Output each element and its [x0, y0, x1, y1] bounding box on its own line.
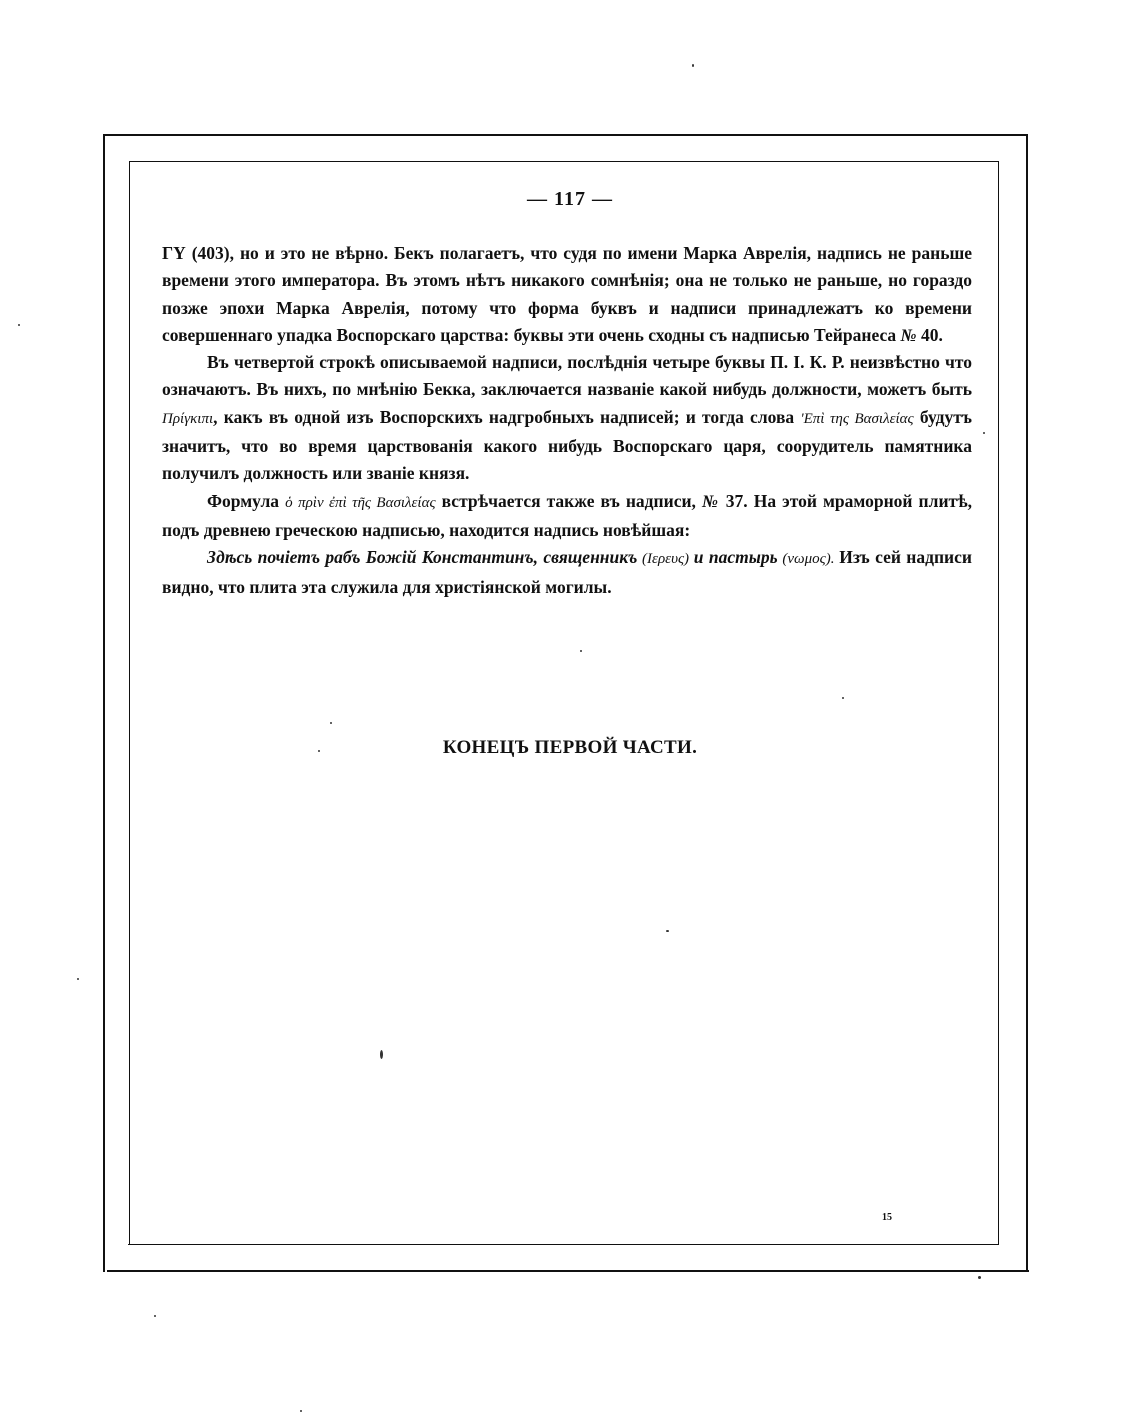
greek-phrase: 'Επὶ της Βασιλείας — [800, 410, 914, 427]
inscription-translation: Здѣсь почіетъ рабъ Божій Константинъ, священникъ — [207, 547, 638, 568]
paragraph-3: Формула ὁ πρὶν ἐπὶ τῆς Βασιλείας встрѣчается также въ надписи, № 37. На этой мраморной плитѣ, подъ древнею греческою надписью, находится надпись новѣйшая: — [162, 490, 973, 540]
numero-sign: № — [900, 324, 917, 345]
scan-speck — [842, 697, 844, 699]
page-number: — 117 — — [527, 188, 613, 210]
greek-word: (νωμος). — [777, 551, 840, 568]
inner-border-bottom — [128, 1244, 999, 1245]
body-text — [162, 240, 972, 601]
scan-speck — [154, 1315, 156, 1317]
scan-speck — [77, 978, 79, 980]
paragraph-1: ΓΥ (403), но и это не вѣрно. Бекъ полагаетъ, что судя по имени Марка Аврелія, надпись не раньше времени этого императора. Въ этомъ нѣтъ никакого сомнѣнія; она не только не раньше, но гораздо позже эпохи Марка Аврелія, потому что форма буквъ и надписи принадлежатъ ко времени совершеннаго упадка Воспорскаго царства: буквы эти очень сходны съ надписью Тейранеса № 40. — [162, 243, 972, 345]
greek-word: (Ιερευς) — [637, 551, 694, 568]
scan-speck — [18, 324, 20, 326]
part-ending-title: КОНЕЦЪ ПЕРВОЙ ЧАСТИ. — [442, 737, 698, 758]
scan-speck — [692, 64, 694, 67]
inner-border-left — [129, 161, 130, 1245]
printer-signature-mark: 15 — [882, 1212, 892, 1223]
scan-speck — [666, 930, 669, 932]
paragraph-4: Здѣсь почіетъ рабъ Божій Константинъ, священникъ (Ιερευς) и пастырь (νωμος). Изъ сей надписи видно, что плита эта служила для христіянской могилы. — [162, 547, 972, 597]
scan-speck — [318, 750, 320, 752]
numero-sign: № — [702, 490, 720, 511]
outer-border-right — [1026, 134, 1028, 1272]
outer-border-bottom — [107, 1270, 1029, 1272]
scan-speck — [300, 1410, 302, 1412]
greek-phrase: ὁ πρὶν ἐπὶ τῆς Βασιλείας — [285, 494, 436, 511]
scan-speck — [580, 650, 582, 652]
outer-border-left — [103, 134, 105, 1272]
greek-phrase: Πρίγκιπι — [162, 410, 214, 427]
scan-speck — [330, 722, 332, 724]
scan-speck — [380, 1050, 383, 1059]
scan-speck — [983, 432, 985, 434]
paragraph-2: Въ четвертой строкѣ описываемой надписи, послѣднія четыре буквы П. I. К. Р. неизвѣстно что означаютъ. Въ нихъ, по мнѣнію Бекка, заключается названіе какой нибудь должности, можетъ быть Πρίγκιπι, какъ въ одной изъ Воспорскихъ надгробныхъ надписей; и тогда слова 'Επὶ της Βασιλείας будутъ значитъ, что во время царствованія какого нибудь Воспорскаго царя, соорудитель памятника получилъ должность или званіе князя. — [162, 352, 972, 484]
inscription-translation: и пастырь — [693, 547, 778, 568]
outer-border-top — [103, 134, 1027, 136]
inner-border-top — [130, 161, 999, 162]
scan-speck — [978, 1276, 981, 1279]
inner-border-right — [998, 161, 999, 1245]
